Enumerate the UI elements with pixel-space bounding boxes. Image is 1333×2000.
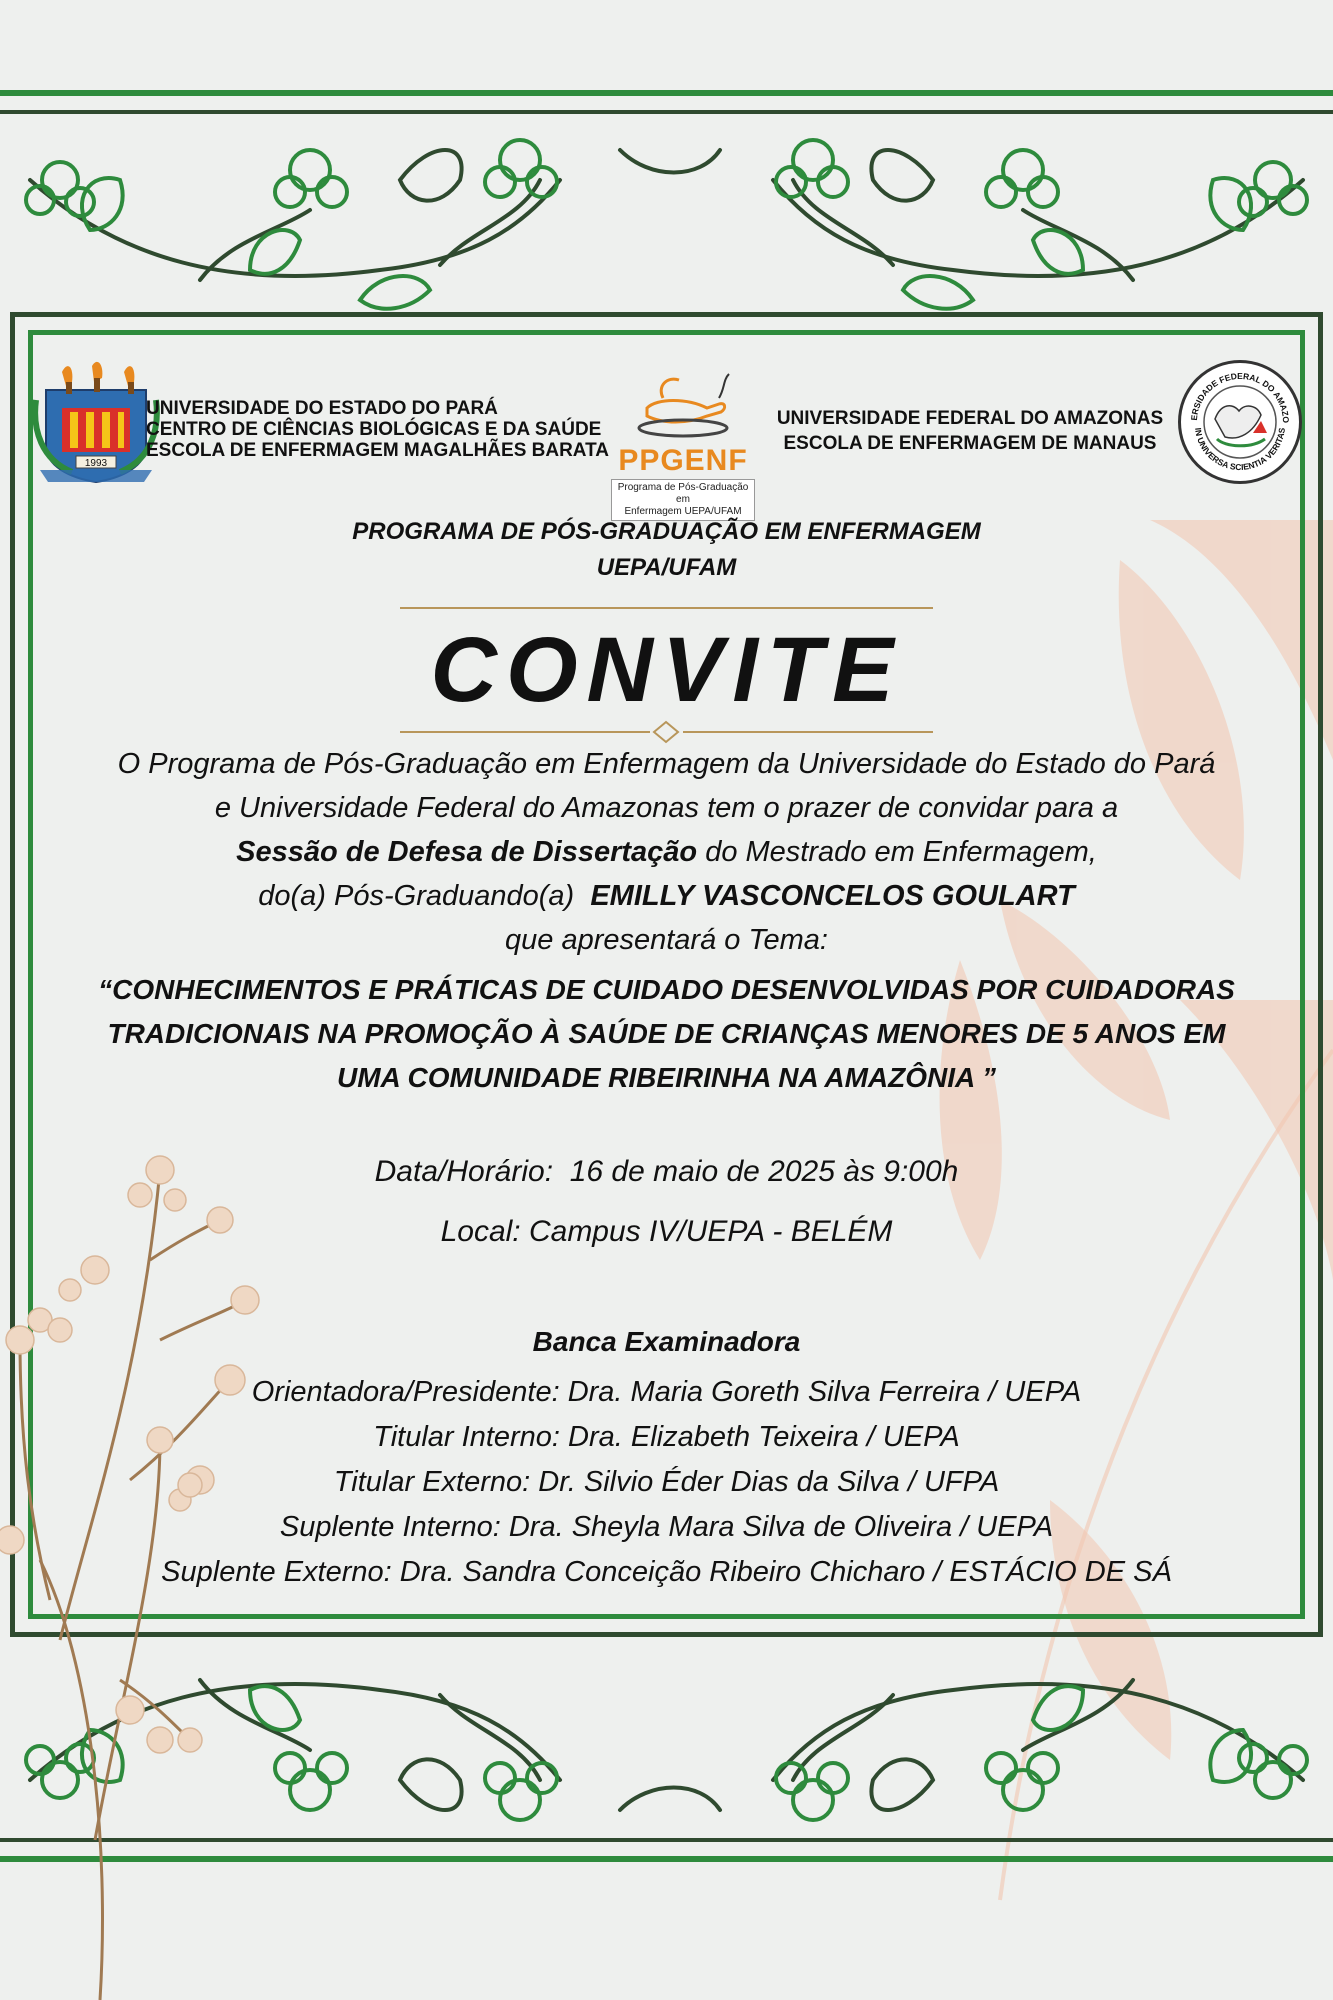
ppgenf-caption-line1: Programa de Pós-Graduação em bbox=[617, 482, 749, 505]
candidate-prefix: do(a) Pós-Graduando(a) bbox=[258, 880, 591, 912]
uepa-header bbox=[146, 398, 609, 461]
banca-members bbox=[40, 1370, 1293, 1595]
ufam-school: ESCOLA DE ENFERMAGEM DE MANAUS bbox=[783, 433, 1157, 454]
theme-line3: UMA COMUNIDADE RIBEIRINHA NA AMAZÔNIA ” bbox=[337, 1062, 996, 1093]
ufam-seal-bottom-text: IN UNIVERSA SCIENTIA VERITAS bbox=[1193, 427, 1287, 473]
top-band-line-1 bbox=[0, 90, 1333, 96]
uepa-seal-year: 1993 bbox=[84, 458, 108, 469]
gold-divider-bottom bbox=[400, 720, 933, 744]
top-floral-ornament bbox=[0, 120, 1333, 330]
ufam-seal bbox=[1178, 360, 1302, 484]
program-heading bbox=[40, 514, 1293, 586]
banca-member: Orientadora/Presidente: Dra. Maria Goreth Silva Ferreira / UEPA bbox=[251, 1376, 1082, 1408]
uepa-name: UNIVERSIDADE DO ESTADO DO PARÁ bbox=[146, 398, 498, 419]
program-line2: UEPA/UFAM bbox=[596, 554, 737, 581]
banca-member: Suplente Interno: Dra. Sheyla Mara Silva de Oliveira / UEPA bbox=[279, 1511, 1054, 1543]
ufam-seal-graphic bbox=[1181, 363, 1299, 481]
uepa-school: ESCOLA DE ENFERMAGEM MAGALHÃES BARATA bbox=[146, 440, 610, 461]
invitation-text bbox=[40, 742, 1293, 962]
uepa-logo bbox=[32, 360, 160, 490]
invitation-line1: O Programa de Pós-Graduação em Enfermagem da Universidade do Estado do Pará bbox=[117, 748, 1216, 780]
theme-line2: TRADICIONAIS NA PROMOÇÃO À SAÚDE DE CRIANÇAS MENORES DE 5 ANOS EM bbox=[107, 1018, 1226, 1049]
invitation-line2: e Universidade Federal do Amazonas tem o prazer de convidar para a bbox=[214, 792, 1119, 824]
convite-title: CONVITE bbox=[430, 619, 903, 721]
ppgenf-caption-line2: Enfermagem UEPA/UFAM bbox=[624, 506, 742, 517]
invitation-line4 bbox=[40, 874, 1293, 918]
dissertation-theme bbox=[40, 968, 1293, 1100]
ppgenf-logo bbox=[607, 368, 759, 517]
banca-member: Titular Interno: Dra. Elizabeth Teixeira / UEPA bbox=[373, 1421, 960, 1453]
invitation-line5: que apresentará o Tema: bbox=[505, 924, 828, 956]
uepa-center: CENTRO DE CIÊNCIAS BIOLÓGICAS E DA SAÚDE bbox=[146, 419, 602, 440]
candidate-name: EMILLY VASCONCELOS GOULART bbox=[590, 880, 1075, 912]
event-location: Local: Campus IV/UEPA - BELÉM bbox=[440, 1215, 893, 1248]
lamp-icon bbox=[607, 368, 759, 440]
diamond-icon bbox=[654, 722, 678, 742]
theme-line1: “CONHECIMENTOS E PRÁTICAS DE CUIDADO DESENVOLVIDAS POR CUIDADORAS bbox=[98, 974, 1235, 1005]
ufam-header bbox=[770, 406, 1170, 456]
banca-title: Banca Examinadora bbox=[532, 1326, 801, 1357]
ppgenf-wordmark: PPGENF bbox=[618, 444, 748, 477]
banca-member: Titular Externo: Dr. Silvio Éder Dias da Silva / UFPA bbox=[333, 1466, 1000, 1498]
gold-divider-top bbox=[400, 600, 933, 616]
banca-member: Suplente Externo: Dra. Sandra Conceição Ribeiro Chicharo / ESTÁCIO DE SÁ bbox=[161, 1556, 1172, 1588]
invitation-line3-rest: do Mestrado em Enfermagem, bbox=[697, 836, 1097, 868]
invitation-line3 bbox=[40, 830, 1293, 874]
session-type: Sessão de Defesa de Dissertação bbox=[236, 836, 698, 868]
ufam-name: UNIVERSIDADE FEDERAL DO AMAZONAS bbox=[776, 408, 1164, 429]
top-band-line-2 bbox=[0, 110, 1333, 114]
event-info bbox=[40, 1142, 1293, 1262]
event-date: Data/Horário: 16 de maio de 2025 às 9:00h bbox=[374, 1155, 959, 1188]
program-line1: PROGRAMA DE PÓS-GRADUAÇÃO EM ENFERMAGEM bbox=[352, 518, 981, 545]
ufam-seal-top-text: ERSIDADE FEDERAL DO AMAZO bbox=[1188, 371, 1292, 424]
